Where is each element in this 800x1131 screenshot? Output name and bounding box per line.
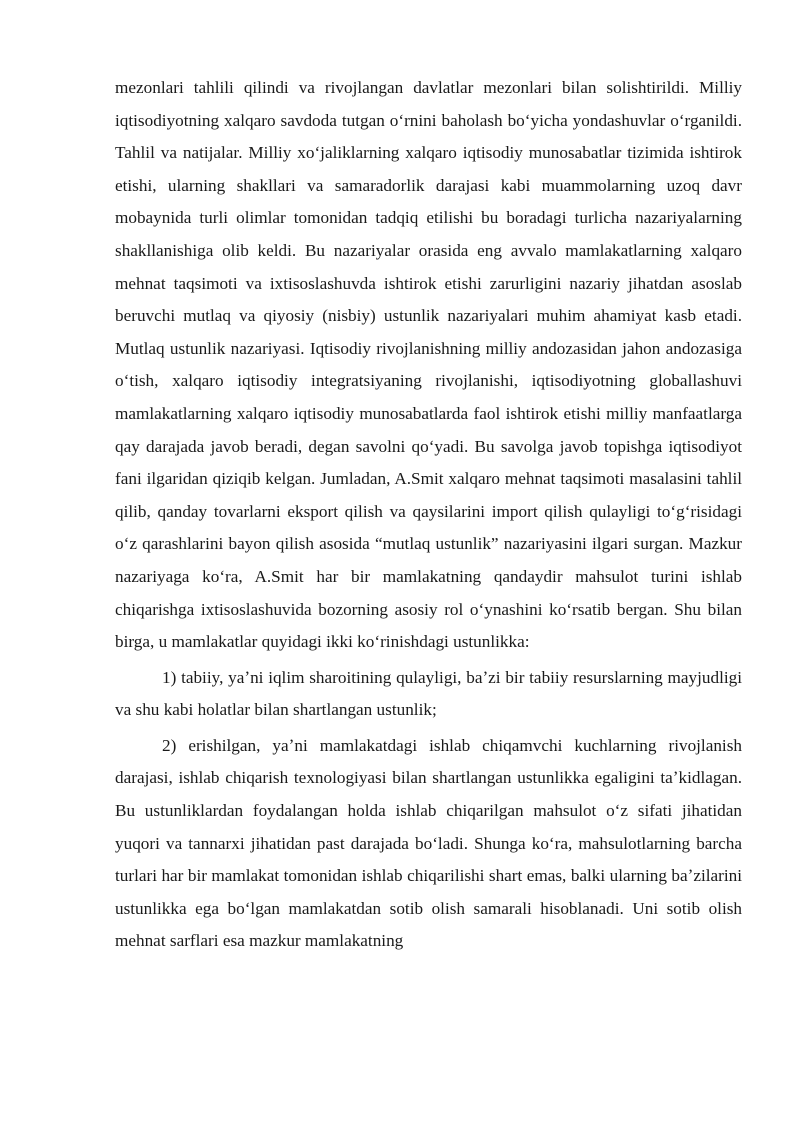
body-text bbox=[115, 72, 742, 958]
paragraph-acquired-advantage: 2) erishilgan, yaʼni mamlakatdagi ishlab chiqamvchi kuchlarning rivojlanish darajasi, ishlab chiqarish texnologiyasi bilan shartlangan ustunlikka egaligini taʼkidlagan. Bu ustunliklardan foydalangan holda ishlab chiqarilgan mahsulot oʻz sifati jihatidan yuqori va tannarxi jihatidan past darajada boʻladi. Shunga koʻra, mahsulotlarning barcha turlari har bir mamlakat tomonidan ishlab chiqarilishi shart emas, balki ularning baʼzilarini ustunlikka ega boʻlgan mamlakatdan sotib olish samarali hisoblanadi. Uni sotib olish mehnat sarflari esa mazkur mamlakatning bbox=[115, 735, 742, 951]
paragraph-intro: mezonlari tahlili qilindi va rivojlangan davlatlar mezonlari bilan solishtirildi. Milliy iqtisodiyotning xalqaro savdoda tutgan oʻrnini baholash boʻyicha yondashuvlar oʻrganildi. Tahlil va natijalar. Milliy xoʻjaliklarning xalqaro iqtisodiy munosabatlar tizimida ishtirok etishi, ularning shakllari va samaradorlik darajasi kabi muammolarning uzoq davr mobaynida turli olimlar tomonidan tadqiq etilishi bu boradagi turlicha nazariyalarning shakllanishiga olib keldi. Bu nazariyalar orasida eng avvalo mamlakatlarning xalqaro mehnat taqsimoti va ixtisoslashuvda ishtirok etishi zarurligini nazariy jihatdan asoslab beruvchi mutlaq va qiyosiy (nisbiy) ustunlik nazariyalari muhim ahamiyat kasb etadi. Mutlaq ustunlik nazariyasi. Iqtisodiy rivojlanishning milliy andozasidan jahon andozasiga oʻtish, xalqaro iqtisodiy integratsiyaning rivojlanishi, iqtisodiyotning globallashuvi mamlakatlarning xalqaro iqtisodiy munosabatlarda faol ishtirok etishi milliy manfaatlarga qay darajada javob beradi, degan savolni qoʻyadi. Bu savolga javob topishga iqtisodiyot fani ilgaridan qiziqib kelgan. Jumladan, A.Smit xalqaro mehnat taqsimoti masalasini tahlil qilib, qanday tovarlarni eksport qilish va qaysilarini import qilish qulayligi toʻgʻrisidagi oʻz qarashlarini bayon qilish asosida “mutlaq ustunlik” nazariyasini ilgari surgan. Mazkur nazariyaga koʻra, A.Smit har bir mamlakatning qandaydir mahsulot turini ishlab chiqarishga ixtisoslashuvida bozorning asosiy rol oʻynashini koʻrsatib bergan. Shu bilan birga, u mamlakatlar quyidagi ikki koʻrinishdagi ustunlikka: bbox=[115, 78, 742, 652]
paragraph-natural-advantage: 1) tabiiy, yaʼni iqlim sharoitining qulayligi, baʼzi bir tabiiy resurslarning mayjudligi va shu kabi holatlar bilan shartlangan ustunlik; bbox=[115, 667, 742, 720]
